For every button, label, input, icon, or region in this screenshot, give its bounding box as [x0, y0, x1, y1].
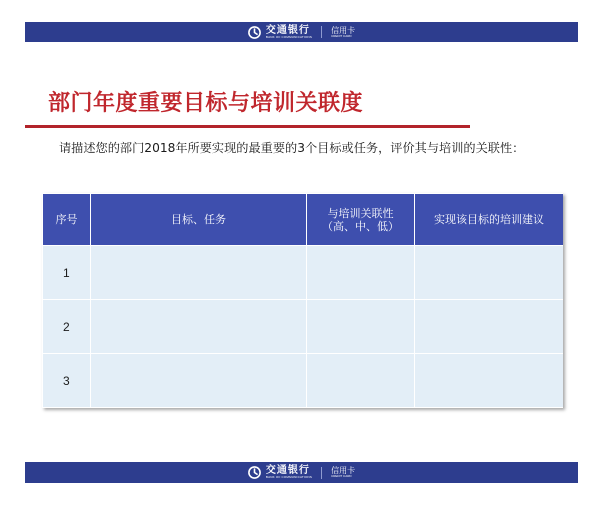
title-underline [25, 125, 470, 128]
top-banner [25, 22, 578, 42]
goals-table [42, 193, 564, 408]
table-row [43, 354, 564, 408]
header-relevance: 与培训关联性 （高、中、低） [307, 194, 415, 246]
relevance-cell[interactable] [307, 246, 415, 300]
credit-card-label: 信用卡 [331, 466, 356, 475]
row-index: 2 [43, 300, 91, 354]
logo-divider [321, 467, 322, 479]
credit-card-label-en: CREDIT CARD [331, 474, 352, 478]
bank-logo [248, 466, 355, 479]
table-row [43, 246, 564, 300]
goal-cell[interactable] [91, 300, 307, 354]
bank-logo-icon [248, 466, 261, 479]
suggestion-cell[interactable] [415, 300, 564, 354]
bank-name: 交通银行 [265, 465, 310, 476]
suggestion-cell[interactable] [415, 246, 564, 300]
page-title: 部门年度重要目标与培训关联度 [48, 91, 364, 116]
bank-logo [248, 26, 355, 39]
bottom-banner [25, 462, 578, 483]
credit-card-label: 信用卡 [331, 25, 356, 35]
bank-name-en: BANK OF COMMUNICATIONS [265, 34, 313, 39]
goal-cell[interactable] [91, 354, 307, 408]
table-header-row [43, 194, 564, 246]
bank-logo-icon [248, 26, 261, 39]
header-index: 序号 [43, 194, 91, 246]
goal-cell[interactable] [91, 246, 307, 300]
table-row [43, 300, 564, 354]
suggestion-cell[interactable] [415, 354, 564, 408]
relevance-cell[interactable] [307, 300, 415, 354]
header-goal: 目标、任务 [91, 194, 307, 246]
goals-table-wrapper [42, 193, 563, 408]
relevance-cell[interactable] [307, 354, 415, 408]
row-index: 1 [43, 246, 91, 300]
instruction-text: 请描述您的部门2018年所要实现的最重要的3个目标或任务，评价其与培训的关联性： [59, 141, 525, 155]
row-index: 3 [43, 354, 91, 408]
header-suggestion: 实现该目标的培训建议 [415, 194, 564, 246]
logo-divider [321, 26, 322, 38]
credit-card-label-en: CREDIT CARD [331, 33, 352, 38]
bank-name-en: BANK OF COMMUNICATIONS [265, 475, 313, 479]
bank-name: 交通银行 [265, 24, 310, 36]
